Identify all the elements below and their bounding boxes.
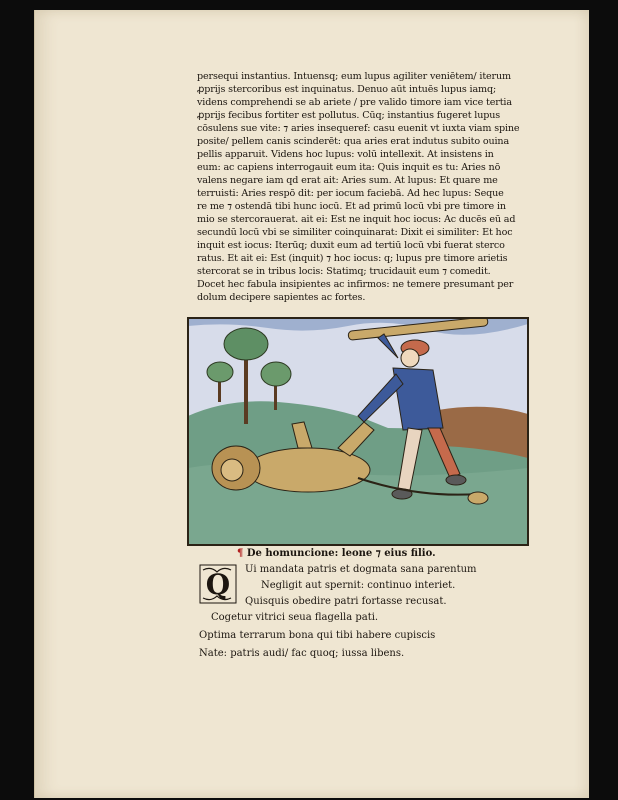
text-line: re me ⁊ ostendā tibi hunc iocū. Et ad primū locū vbi pre timore in	[197, 201, 506, 212]
text-line: posite/ pellem canis scinderēt: qua aries erat indutus subito ouina	[197, 136, 510, 147]
verse-line: Quisquis obedire patri fortasse recusat.	[245, 596, 447, 607]
verse-line: Ui mandata patris et dogmata sana parentum	[245, 564, 477, 575]
verse-heading	[237, 548, 436, 560]
text-line: mio se stercorauerat. ait ei: Est ne inquit hoc iocus: Ac ducēs eū ad	[197, 214, 516, 225]
text-line: stercorat se in tribus locis: Statimq; trucidauit eum ⁊ comedit.	[197, 266, 491, 277]
verse-line: Optima terrarum bona qui tibi habere cupiscis	[199, 630, 436, 641]
verse-title: De homuncione: leone ⁊ eius filio.	[246, 548, 436, 559]
text-line: valens negare iam qd erat ait: Aries sum. At lupus: Et quare me	[197, 175, 498, 186]
text-line: Docet hec fabula insipientes ac infirmos: ne temere presumant per	[197, 279, 514, 290]
text-line: dolum decipere sapientes ac fortes.	[197, 292, 366, 303]
initial-ornament	[199, 564, 237, 604]
text-line: inquit est iocus: Iterūq; duxit eum ad tertiū locū vbi fuerat sterco	[197, 240, 505, 251]
text-line: persequi instantius. Intuensq; eum lupus agiliter veniētem/ iterum	[197, 71, 511, 82]
woodcut-image	[188, 318, 528, 545]
decorated-initial	[199, 564, 237, 604]
text-line: eum: ac capiens interrogauit eum ita: Quis inquit es tu: Aries nō	[197, 162, 501, 173]
text-line: cōsulens sue vite: ⁊ aries insequeref: casu euenit vt iuxta viam spine	[197, 123, 520, 134]
text-line: terruisti: Aries respō dit: per iocum faciebā. Ad hec lupus: Seque	[197, 188, 504, 199]
text-line: ꝓprijs stercoribus est inquinatus. Denuo aūt intuēs lupus iamq;	[197, 84, 497, 95]
verse-line: Negligit aut spernit: continuo interiet.	[261, 580, 456, 591]
paragraph-mark: ¶	[237, 548, 244, 559]
text-line: videns comprehendi se ab ariete / pre valido timore iam vice tertia	[197, 97, 512, 108]
text-line: ratus. Et ait ei: Est (inquit) ⁊ hoc iocus: q; lupus pre timore arietis	[197, 253, 508, 264]
woodcut-illustration	[187, 317, 529, 546]
verse-line: Nate: patris audi/ fac quoq; iussa libens.	[199, 648, 405, 659]
initial-letter: Q	[205, 568, 231, 601]
text-line: ꝓprijs fecibus fortiter est pollutus. Cūq; instantius fugeret lupus	[197, 110, 501, 121]
text-line: secundū locū vbi se similiter coinquinarat: Dixit ei similiter: Et hoc	[197, 227, 513, 238]
text-line: pellis apparuit. Videns hoc lupus: volū intellexit. At insistens in	[197, 149, 494, 160]
verse-line: Cogetur vitrici seua flagella pati.	[211, 612, 379, 623]
